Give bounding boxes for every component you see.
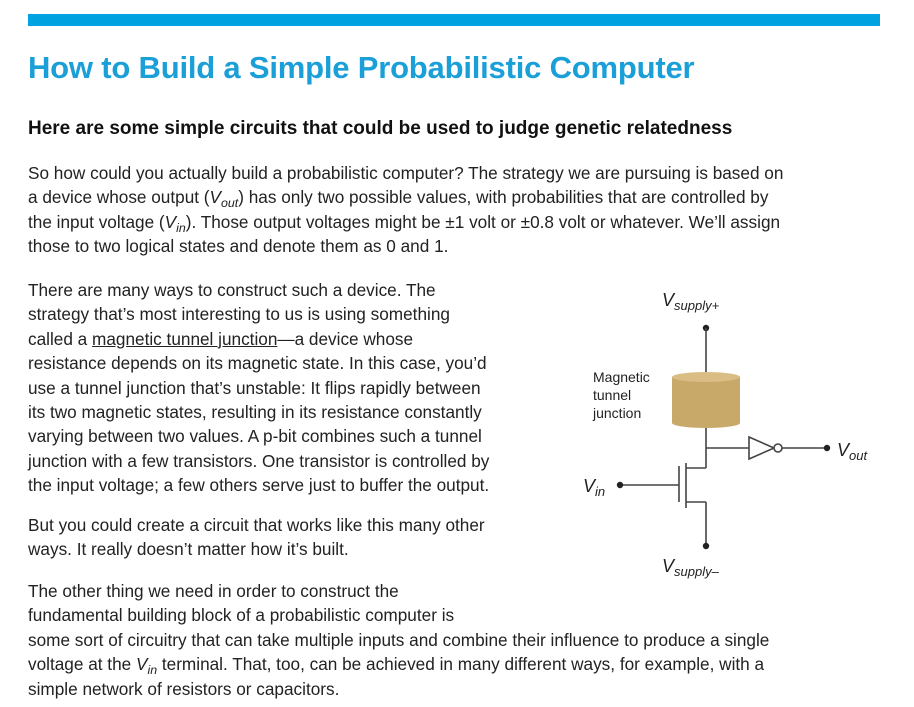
vsupply-minus-label: $V_{supply-}$ [662, 556, 719, 579]
text-line: the input voltage $(V_{in})$. Those output voltages might be ±1 volt or ±0.8 volt or whatever. We’ll assign [28, 211, 781, 235]
text-line: strategy that’s most interesting to us is using something [28, 304, 450, 325]
text-line: resistance depends on its magnetic state. In this case, you’d [28, 353, 487, 374]
vout-label: $V_{out}$ [837, 440, 868, 463]
vin-node [617, 482, 623, 488]
text-line: There are many ways to construct such a device. The [28, 280, 436, 300]
vin-symbol: $V_{in}$ [135, 654, 158, 678]
text-line: some sort of circuitry that can take multiple inputs and combine their influence to produce a single [28, 629, 770, 650]
text-line: So how could you actually build a probabilistic computer? The strategy we are pursuing is based on [28, 163, 784, 183]
text-line: the input voltage; a few others serve just to buffer the output. [28, 475, 490, 496]
transistor-icon [679, 463, 706, 546]
text-line: simple network of resistors or capacitors. [28, 678, 340, 699]
text-line: fundamental building block of a probabilistic computer is [28, 605, 455, 626]
text-line: varying between two values. A p-bit combines such a tunnel [28, 426, 482, 447]
header-accent-bar [28, 14, 880, 26]
vout-symbol: $V_{out}$ [209, 187, 239, 211]
supply-minus-node [703, 543, 709, 549]
pbit-circuit-diagram [565, 280, 895, 590]
magnetic-tunnel-junction-link[interactable]: magnetic tunnel junction [92, 328, 278, 349]
text-line: ways. It really doesn’t matter how it’s built. [28, 539, 349, 560]
text-line: those to two logical states and denote them as 0 and 1. [28, 236, 449, 257]
vsupply-plus-label: $V_{supply+}$ [662, 290, 720, 313]
paragraph-intro [28, 161, 888, 259]
paragraph-device [28, 278, 558, 498]
paragraph-inputs [28, 579, 888, 701]
text-line: junction with a few transistors. One transistor is controlled by [28, 450, 490, 471]
text-line: The other thing we need in order to construct the [28, 581, 399, 601]
text-line: use a tunnel junction that’s unstable: It flips rapidly between [28, 377, 481, 398]
text-line: its two magnetic states, resulting in its resistance constantly [28, 402, 482, 423]
text-line: called a magnetic tunnel junction—a device whose [28, 328, 414, 349]
text-line: But you could create a circuit that works like this many other [28, 515, 485, 535]
vout-node [824, 445, 830, 451]
text-line: voltage at the $V_{in}$ terminal. That, too, can be achieved in many different ways, for example, with a [28, 654, 765, 678]
vin-label: $V_{in}$ [583, 476, 606, 499]
magnetic-tunnel-junction [672, 372, 740, 428]
paragraph-alternatives [28, 513, 558, 562]
buffer-inverter-icon [749, 437, 782, 459]
page-title: How to Build a Simple Probabilistic Computer [28, 50, 695, 85]
text-line: a device whose output $(V_{out})$ has only two possible values, with probabilities that are controlled by [28, 187, 769, 211]
page-subtitle: Here are some simple circuits that could be used to judge genetic relatedness [28, 118, 733, 139]
mtj-label: Magnetic tunnel junction [593, 369, 650, 421]
vin-symbol: $V_{in}$ [164, 211, 186, 235]
